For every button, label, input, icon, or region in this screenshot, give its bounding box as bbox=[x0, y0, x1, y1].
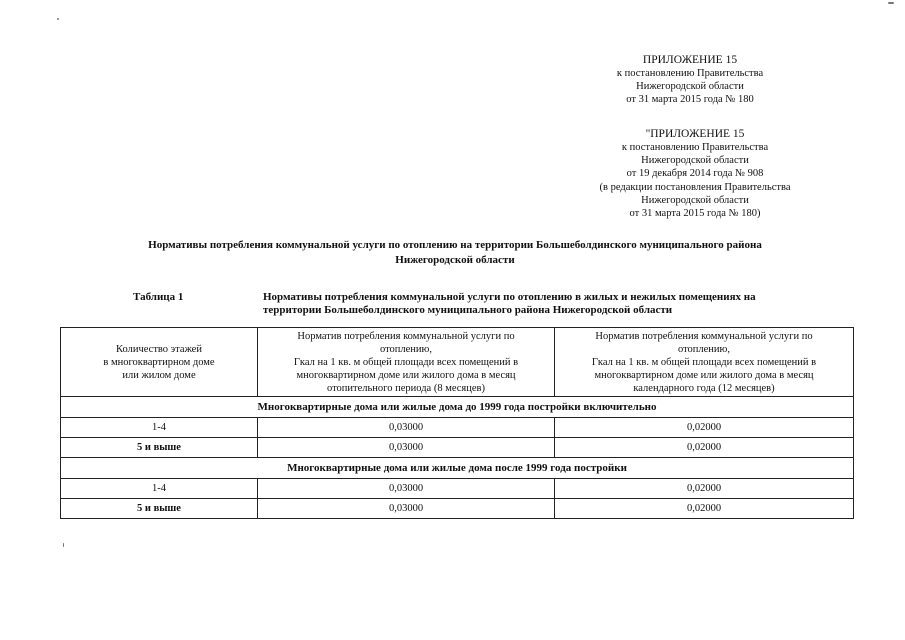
cell-calendar-year: 0,02000 bbox=[555, 438, 854, 458]
cell-calendar-year: 0,02000 bbox=[555, 479, 854, 499]
appendix-original-line: к постановлению Правительства bbox=[621, 142, 769, 153]
cell-heating-period: 0,03000 bbox=[258, 418, 555, 438]
cell-floors: 1-4 bbox=[61, 479, 258, 499]
header-line: Норматив потребления коммунальной услуги по bbox=[595, 330, 813, 342]
cell-heating-period: 0,03000 bbox=[258, 438, 555, 458]
norms-table bbox=[60, 327, 854, 519]
cell-calendar-year: 0,02000 bbox=[555, 499, 854, 519]
appendix-original-line: Нижегородской области bbox=[641, 194, 749, 206]
header-line: Гкал на 1 кв. м общей площади всех помещений в bbox=[293, 356, 519, 368]
table-row bbox=[61, 499, 854, 519]
appendix-original-title: "ПРИЛОЖЕНИЕ 15 bbox=[645, 128, 745, 140]
header-line: Норматив потребления коммунальной услуги по bbox=[297, 330, 515, 342]
header-line: или жилом доме bbox=[122, 369, 196, 381]
header-heating-period bbox=[258, 328, 555, 397]
header-floors bbox=[61, 328, 258, 397]
table-caption-line: территории Большеболдинского муниципального района Нижегородской области bbox=[263, 304, 673, 316]
document-title bbox=[90, 238, 820, 268]
cell-heating-period: 0,03000 bbox=[258, 499, 555, 519]
table-label: Таблица 1 bbox=[133, 291, 184, 303]
document-title-line: Нижегородской области bbox=[395, 254, 515, 266]
header-line: многоквартирном доме или жилого дома в месяц bbox=[594, 369, 814, 381]
cell-floors: 5 и выше bbox=[61, 438, 258, 458]
table-row bbox=[61, 479, 854, 499]
appendix-current-line: к постановлению Правительства bbox=[616, 68, 764, 79]
cell-calendar-year: 0,02000 bbox=[555, 418, 854, 438]
table-header-row bbox=[61, 328, 854, 397]
header-line: Гкал на 1 кв. м общей площади всех помещений в bbox=[591, 356, 817, 368]
header-line: в многоквартирном доме bbox=[103, 356, 215, 368]
appendix-current-title: ПРИЛОЖЕНИЕ 15 bbox=[642, 54, 738, 66]
section-row bbox=[61, 458, 854, 479]
header-calendar-year bbox=[555, 328, 854, 397]
document-title-line: Нормативы потребления коммунальной услуги по отоплению на территории Большеболдинского муниципального района bbox=[148, 239, 762, 251]
appendix-original-line: (в редакции постановления Правительства bbox=[599, 181, 791, 193]
header-line: отоплению, bbox=[677, 343, 731, 355]
header-line: календарного года (12 месяцев) bbox=[633, 382, 775, 394]
header-line: отопительного периода (8 месяцев) bbox=[326, 382, 485, 394]
header-line: Количество этажей bbox=[116, 343, 202, 355]
table-row bbox=[61, 418, 854, 438]
section-row bbox=[61, 397, 854, 418]
appendix-original-line: от 31 марта 2015 года № 180) bbox=[629, 208, 761, 220]
header-line: отоплению, bbox=[379, 343, 433, 355]
header-line: многоквартирном доме или жилого дома в месяц bbox=[296, 369, 516, 381]
scan-speck bbox=[57, 18, 59, 20]
scan-speck bbox=[888, 2, 894, 4]
table-caption-line: Нормативы потребления коммунальной услуги по отоплению в жилых и нежилых помещениях на bbox=[263, 291, 756, 303]
appendix-original-line: от 19 декабря 2014 года № 908 bbox=[626, 168, 764, 180]
table-caption bbox=[263, 291, 823, 317]
appendix-original-block bbox=[575, 127, 815, 220]
cell-floors: 1-4 bbox=[61, 418, 258, 438]
table-row bbox=[61, 438, 854, 458]
appendix-original-line: Нижегородской области bbox=[641, 155, 749, 167]
section-title: Многоквартирные дома или жилые дома до 1999 года постройки включительно bbox=[61, 397, 854, 418]
appendix-current-block bbox=[580, 53, 800, 107]
cell-floors: 5 и выше bbox=[61, 499, 258, 519]
appendix-current-line: Нижегородской области bbox=[636, 81, 744, 93]
appendix-current-line: от 31 марта 2015 года № 180 bbox=[626, 94, 754, 106]
cell-heating-period: 0,03000 bbox=[258, 479, 555, 499]
section-title: Многоквартирные дома или жилые дома после 1999 года постройки bbox=[61, 458, 854, 479]
scan-speck bbox=[63, 543, 64, 547]
